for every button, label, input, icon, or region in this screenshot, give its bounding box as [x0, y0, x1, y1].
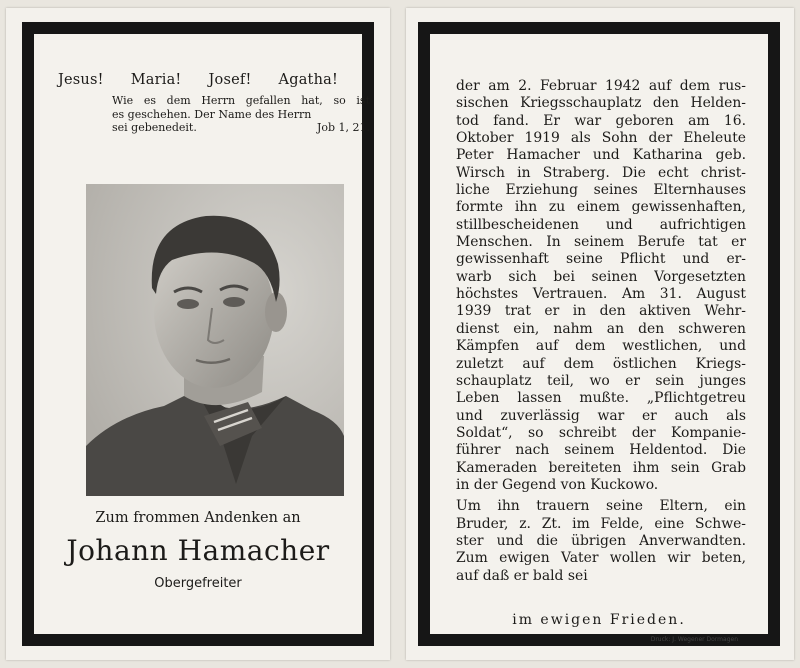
invocation-agatha: Agatha! — [278, 72, 338, 88]
text-line: zuletzt auf dem östlichen Kriegs- — [456, 355, 746, 372]
biography-text — [456, 78, 746, 585]
right-card-page — [406, 8, 794, 660]
invocation-josef: Josef! — [208, 72, 252, 88]
verse-line: sei gebenedeit. — [112, 121, 197, 134]
mourning-border — [418, 22, 780, 646]
invocation-jesus: Jesus! — [58, 72, 104, 88]
text-line: Leben lassen mußte. „Pflichtgetreu — [456, 390, 746, 407]
memory-line: Zum frommen Andenken an — [95, 510, 301, 526]
text-line: liche Erziehung seines Elternhauses — [456, 182, 746, 199]
text-line: Kämpfen auf dem westlichen, und — [456, 338, 746, 355]
text-line: tod fand. Er war geboren am 16. — [456, 112, 746, 129]
invocation-names — [58, 72, 338, 88]
text-line: führer nach seinem Heldentod. Die — [456, 442, 746, 459]
soldier-portrait-icon — [86, 184, 344, 496]
text-line: warb sich bei seinen Vorgesetzten — [456, 268, 746, 285]
closing-line: im ewigen Frieden. — [512, 612, 686, 628]
verse-line: es geschehen. Der Name des Herrn — [112, 107, 312, 121]
verse-line: Wie es dem Herrn gefallen hat, so ist — [112, 94, 370, 107]
biography-paragraph — [456, 78, 746, 494]
text-line: ster und die übrigen Anverwandten. — [456, 532, 746, 549]
text-line: Um ihn trauern seine Eltern, ein — [456, 498, 746, 515]
text-line: Peter Hamacher und Katharina geb. — [456, 147, 746, 164]
text-line: gewissenhaft seine Pflicht und er- — [456, 251, 746, 268]
portrait-photo — [86, 184, 344, 496]
text-line: Zum ewigen Vater wollen wir beten, — [456, 550, 746, 567]
text-line: höchstes Vertrauen. Am 31. August — [456, 286, 746, 303]
military-rank: Obergefreiter — [154, 576, 242, 591]
verse-reference: Job 1, 21. — [316, 121, 370, 134]
text-line: formte ihn zu einem gewissenhaften, — [456, 199, 746, 216]
text-line: schauplatz teil, wo er sein junges — [456, 372, 746, 389]
text-line: der am 2. Februar 1942 auf dem rus- — [456, 78, 746, 94]
text-line: 1939 trat er in den aktiven Wehr- — [456, 303, 746, 320]
deceased-name: Johann Hamacher — [66, 534, 330, 567]
text-line: in der Gegend von Kuckowo. — [456, 476, 659, 493]
text-line: Bruder, z. Zt. im Felde, eine Schwe- — [456, 515, 746, 532]
invocation-maria: Maria! — [130, 72, 182, 88]
printer-credit: Druck: J. Wegener Dormagen — [650, 636, 738, 643]
mourners-paragraph — [456, 498, 746, 585]
text-line: Oktober 1919 als Sohn der Eheleute — [456, 130, 746, 147]
text-line: und zuverlässig war er auch als — [456, 407, 746, 424]
bible-verse — [112, 94, 370, 135]
mourning-border — [22, 22, 374, 646]
text-line: stillbescheidenen und aufrichtigen — [456, 216, 746, 233]
text-line: auf daß er bald sei — [456, 567, 588, 584]
text-line: Wirsch in Straberg. Die echt christ- — [456, 164, 746, 181]
text-line: Menschen. In seinem Berufe tat er — [456, 234, 746, 251]
text-line: dienst ein, nahm an den schweren — [456, 320, 746, 337]
left-card-page — [6, 8, 390, 660]
text-line: sischen Kriegsschauplatz den Helden- — [456, 95, 746, 112]
text-line: Kameraden bereiteten ihm sein Grab — [456, 459, 746, 476]
text-line: Soldat“, so schreibt der Kompanie- — [456, 424, 746, 441]
